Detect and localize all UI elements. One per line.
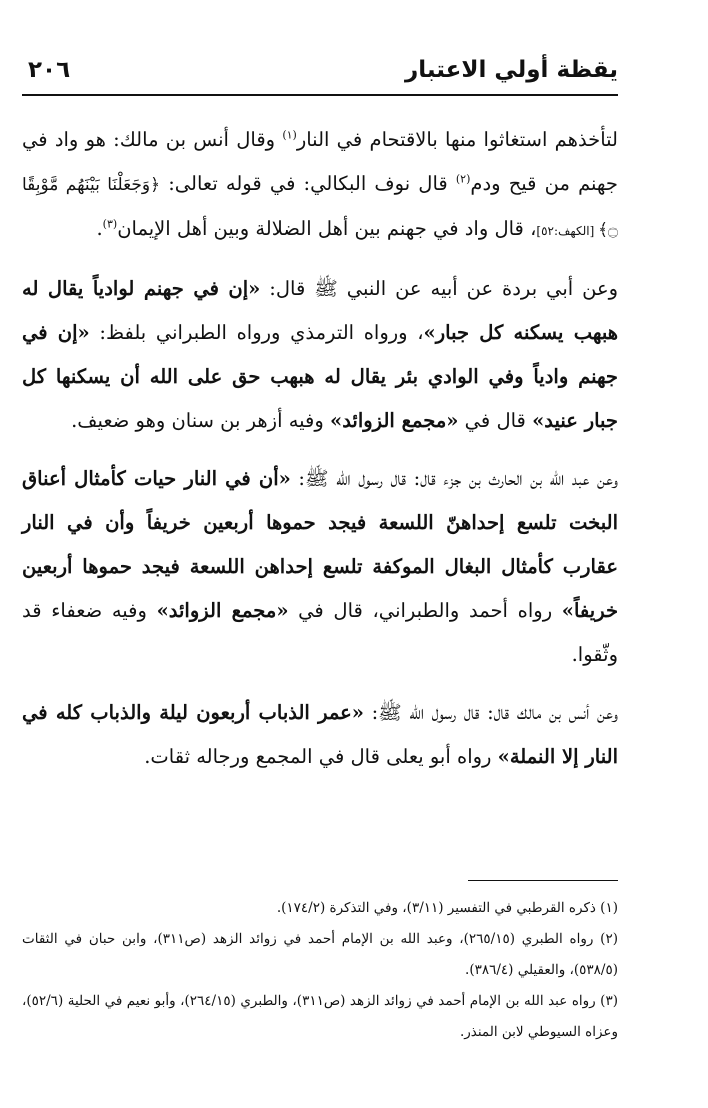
body-text-run: رواه أبو يعلى قال في المجمع ورجاله ثقات. <box>144 745 498 768</box>
hadith-quote: «مجمع الزوائد» <box>330 409 459 432</box>
body-text-run: ، ورواه الترمذي ورواه الطبراني بلفظ: <box>89 321 424 344</box>
footnote: (٣) رواه عبد الله بن الإمام أحمد في زوائد الزهد (ص٣١١)، والطبري (٢٦٤/١٥)، وأبو نعيم في الحلية (٥٢/٦)، وعزاه السيوطي لابن المنذر. <box>22 993 618 1040</box>
body-paragraph <box>22 691 618 779</box>
footnote: (١) ذكره القرطبي في التفسير (٣/١١)، وفي التذكرة (١٧٤/٢). <box>276 900 618 916</box>
body-paragraph <box>22 267 618 443</box>
page-header <box>22 55 618 93</box>
body-paragraph <box>22 457 618 677</box>
body-text-run: وعن أبي بردة عن أبيه عن النبي ﷺ قال: <box>260 277 618 300</box>
footnote-marker: (١) <box>282 128 297 142</box>
footnote-separator <box>468 880 618 881</box>
body-text-run: وفيه ضعفاء قد وثّقوا. <box>22 599 618 666</box>
body-text-run: وعن أنس بن مالك قال: قال رسول الله ﷺ: <box>363 701 619 724</box>
hadith-quote: «مجمع الزوائد» <box>156 599 289 622</box>
quran-verse: ﴿وَجَعَلْنَا بَيْنَهُم مَّوْبِقًا ۝﴾ <box>22 175 618 240</box>
hadith-quote: «إن في جهنم لوادياً يقال له هبهب يسكنه كل جبار» <box>22 277 618 344</box>
hadith-quote: «عمر الذباب أربعون ليلة والذباب كله في النار إلا النملة» <box>22 701 618 768</box>
verse-reference: [الكهف:٥٢] <box>536 224 599 238</box>
body-text-run: . <box>96 217 103 240</box>
body-text-run: وعن عبد الله بن الحارث بن جزء قال: قال رسول الله ﷺ: <box>290 467 618 490</box>
body-text-run: وفيه أزهر بن سنان وهو ضعيف. <box>71 409 330 432</box>
footnote: (٢) رواه الطبري (٢٦٥/١٥)، وعبد الله بن الإمام أحمد في زوائد الزهد (ص٣١١)، وابن حبان في الثقات (٥٣٨/٥)، والعقيلي (٣٨٦/٤). <box>22 931 618 978</box>
body-text-run: قال نوف البكالي: في قوله تعالى: <box>160 172 456 195</box>
body-text-run: وقال أنس بن مالك: هو واد في جهنم من قيح ودم <box>22 128 618 195</box>
body-text <box>22 118 618 779</box>
running-title: يقظة أولي الاعتبار <box>404 57 618 83</box>
hadith-quote: «أن في النار حيات كأمثال أعناق البخت تلسع إحداهنّ اللسعة فيجد حموها أربعين خريفاً وأن في النار عقارب كأمثال البغال الموكفة تلسع إحداهن اللسعة فيجد حموها أربعين خريفاً» <box>22 467 619 622</box>
body-text-run: لتأخذهم استغاثوا منها بالاقتحام في النار <box>296 128 619 151</box>
header-rule <box>22 94 618 96</box>
page-number: ٢٠٦ <box>28 57 71 83</box>
body-text-run: ، قال واد في جهنم بين أهل الضلالة وبين أهل الإيمان <box>117 217 537 240</box>
footnote-marker: (٣) <box>102 217 118 231</box>
footnotes <box>22 893 618 1048</box>
body-paragraph <box>22 118 618 253</box>
body-text-run: رواه أحمد والطبراني، قال في <box>288 599 562 622</box>
body-text-run: قال في <box>458 409 533 432</box>
footnote-marker: (٢) <box>455 172 471 186</box>
hadith-quote: «إن في جهنم وادياً وفي الوادي بئر يقال له هبهب حق على الله أن يسكنها كل جبار عنيد» <box>22 321 618 432</box>
